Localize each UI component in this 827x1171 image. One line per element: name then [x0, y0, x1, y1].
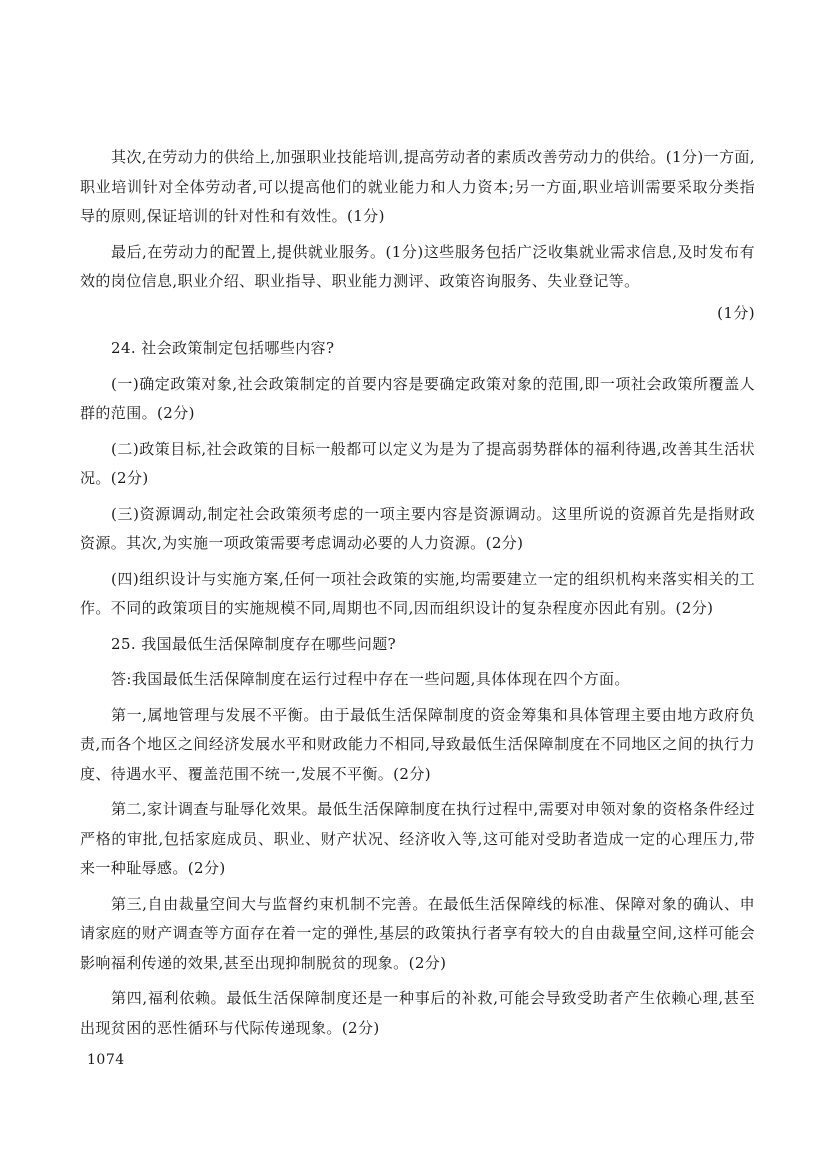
answer-25-part-2: 第二,家计调查与耻辱化效果。最低生活保障制度在执行过程中,需要对申领对象的资格条件经过严格的审批,包括家庭成员、职业、财产状况、经济收入等,这可能对受助者造成一定的心理压力,带来一种耻辱感。(2分) [80, 800, 755, 877]
question-24: 24. 社会政策制定包括哪些内容? [111, 339, 335, 357]
answer-25-part-1: 第一,属地管理与发展不平衡。由于最低生活保障制度的资金筹集和具体管理主要由地方政府负责,而各个地区之间经济发展水平和财政能力不相同,导致最低生活保障制度在不同地区之间的执行力度、待遇水平、覆盖范围不统一,发展不平衡。(2分) [80, 705, 755, 783]
answer-24-part-4: (四)组织设计与实施方案,任何一项社会政策的实施,均需要建立一定的组织机构来落实相关的工作。不同的政策项目的实施规模不同,周期也不同,因而组织设计的复杂程度亦因此有别。(2分) [80, 569, 755, 617]
answer-25-part-4: 第四,福利依赖。最低生活保障制度还是一种事后的补救,可能会导致受助者产生依赖心理,甚至出现贫困的恶性循环与代际传递现象。(2分) [80, 989, 755, 1037]
document-body [80, 143, 755, 1049]
answer-25-intro: 答:我国最低生活保障制度在运行过程中存在一些问题,具体体现在四个方面。 [111, 670, 630, 688]
answer-24-part-3: (三)资源调动,制定社会政策须考虑的一项主要内容是资源调动。这里所说的资源首先是指财政资源。其次,为实施一项政策需要考虑调动必要的人力资源。(2分) [80, 504, 755, 552]
paragraph-labor-supply: 其次,在劳动力的供给上,加强职业技能培训,提高劳动者的素质改善劳动力的供给。(1分)一方面,职业培训针对全体劳动者,可以提高他们的就业能力和人力资本;另一方面,职业培训需要采取分类指导的原则,保证培训的针对性和有效性。(1分) [80, 148, 755, 225]
answer-24-part-1: (一)确定政策对象,社会政策制定的首要内容是要确定政策对象的范围,即一项社会政策所覆盖人群的范围。(2分) [80, 374, 755, 422]
answer-25-part-3: 第三,自由裁量空间大与监督约束机制不完善。在最低生活保障线的标准、保障对象的确认、申请家庭的财产调查等方面存在着一定的弹性,基层的政策执行者享有较大的自由裁量空间,这样可能会影响福利传递的效果,甚至出现抑制脱贫的现象。(2分) [80, 894, 755, 972]
answer-24-part-2: (二)政策目标,社会政策的目标一般都可以定义为是为了提高弱势群体的福利待遇,改善其生活状况。(2分) [80, 439, 755, 487]
score-note: (1分) [717, 303, 755, 322]
page-number: 1074 [87, 1052, 125, 1068]
question-25: 25. 我国最低生活保障制度存在哪些问题? [111, 634, 397, 653]
paragraph-labor-allocation: 最后,在劳动力的配置上,提供就业服务。(1分)这些服务包括广泛收集就业需求信息,及时发布有效的岗位信息,职业介绍、职业指导、职业能力测评、政策咨询服务、失业登记等。 [80, 242, 755, 290]
